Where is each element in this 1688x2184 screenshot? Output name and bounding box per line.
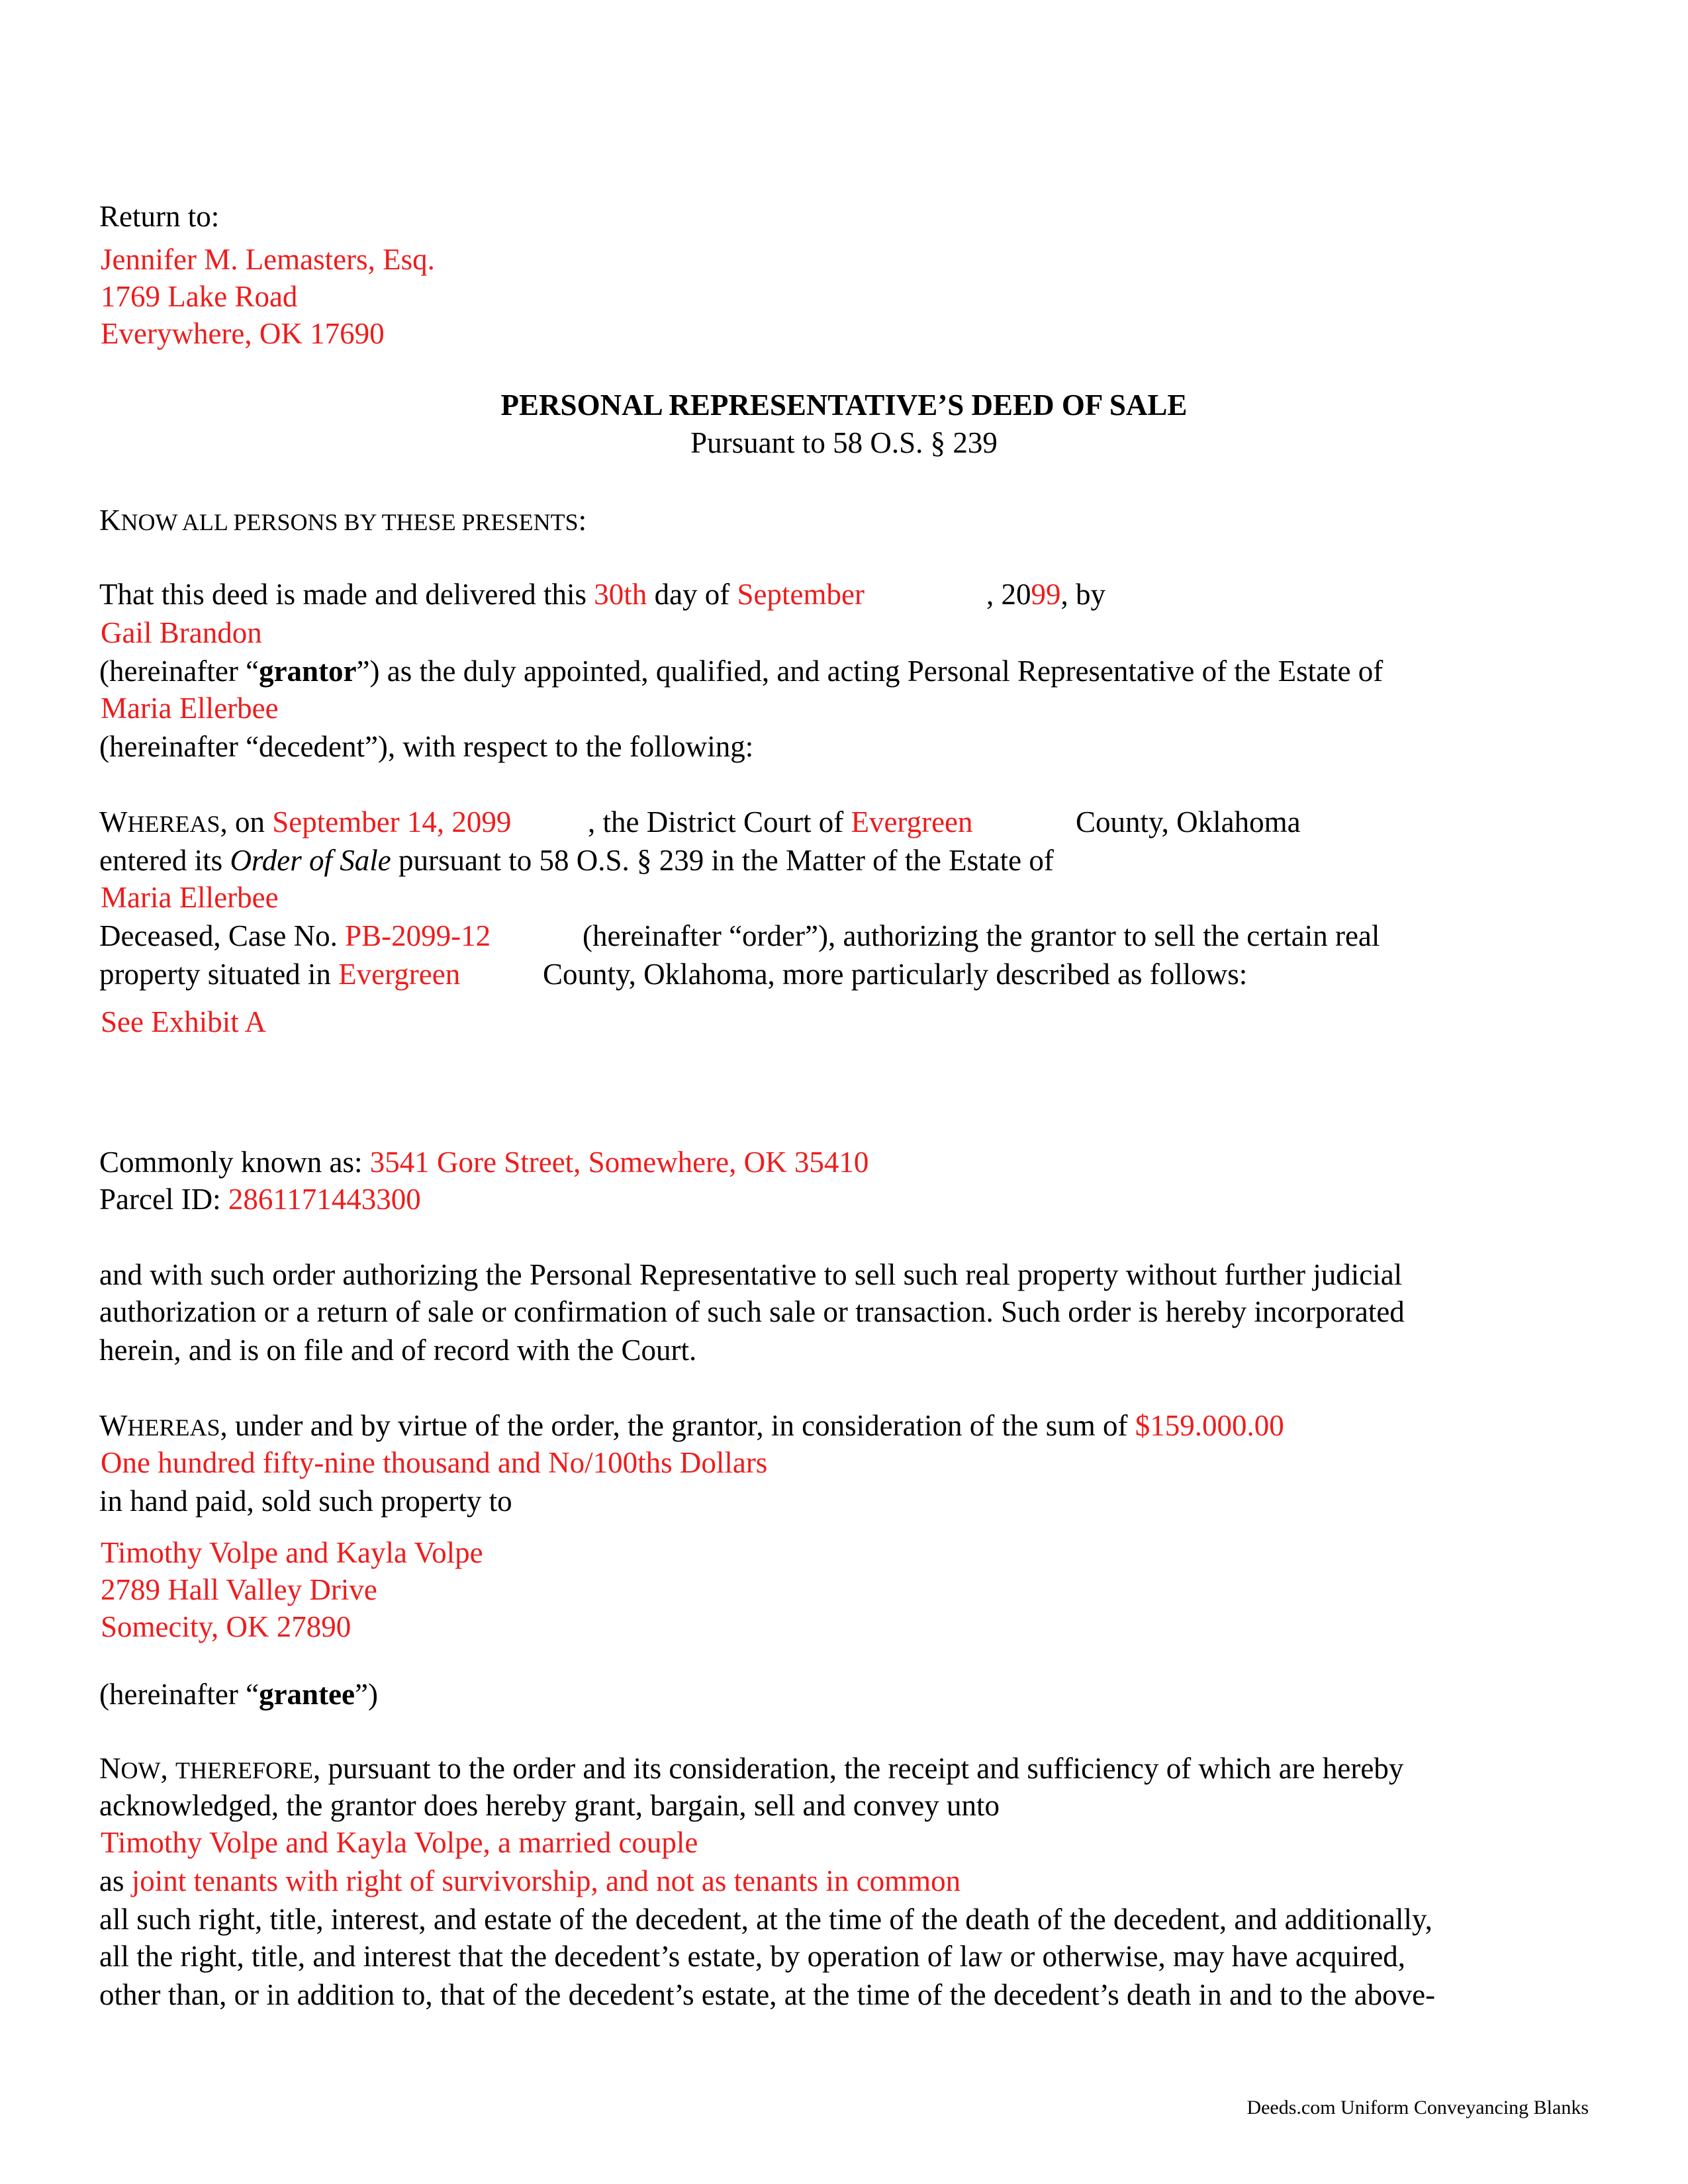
whereas1-text-8: property situated in — [99, 958, 339, 991]
now-therefore-line-2: acknowledged, the grantor does hereby grant, bargain, sell and convey unto — [99, 1789, 1000, 1822]
now-therefore-line-1 — [99, 1752, 1403, 1786]
tenancy-type: joint tenants with right of survivorship, and not as tenants in common — [131, 1864, 961, 1897]
whereas1-text-2: , the District Court of — [588, 805, 851, 839]
now-initial: N — [99, 1752, 121, 1785]
footer-text: Deeds.com Uniform Conveyancing Blanks — [1246, 2097, 1589, 2118]
commonly-known-as — [99, 1146, 868, 1179]
deed-year: 99 — [1031, 578, 1061, 611]
now-therefore-line-5: all such right, title, interest, and estate of the decedent, at the time of the death of the decedent, and additionally, — [99, 1903, 1432, 1936]
grantee-name: Timothy Volpe and Kayla Volpe — [101, 1536, 483, 1569]
property-address: 3541 Gore Street, Somewhere, OK 35410 — [369, 1146, 869, 1179]
whereas1-initial: W — [99, 805, 128, 839]
case-number: PB-2099-12 — [345, 919, 491, 952]
grantee-word: grantee — [259, 1678, 355, 1711]
whereas2-initial: W — [99, 1409, 128, 1442]
return-to-name: Jennifer M. Lemasters, Esq. — [101, 243, 435, 276]
parcel-id — [99, 1183, 421, 1216]
parcel-id-label: Parcel ID: — [99, 1183, 228, 1216]
know-all-rest: NOW ALL PERSONS BY THESE PRESENTS — [120, 509, 579, 535]
intro-text-3: , 20 — [986, 578, 1031, 611]
grantee-text-2: ”) — [355, 1678, 378, 1711]
intro-line-1-year — [986, 578, 1105, 612]
parcel-id-value: 2861171443300 — [228, 1183, 421, 1216]
grantee-address2: Somecity, OK 27890 — [101, 1610, 352, 1643]
order-date: September 14, 2099 — [272, 805, 512, 839]
whereas1-line-4b: (hereinafter “order”), authorizing the grantor to sell the certain real — [583, 919, 1380, 952]
whereas1-text-6: Deceased, Case No. — [99, 919, 346, 952]
grantor-name: Gail Brandon — [101, 616, 262, 649]
decedent-name: Maria Ellerbee — [101, 692, 279, 725]
consideration-words: One hundred fifty-nine thousand and No/100ths Dollars — [101, 1446, 768, 1479]
now-therefore-text-1: , pursuant to the order and its consideration, the receipt and sufficiency of which are hereby — [313, 1752, 1404, 1785]
whereas1-line-4a — [99, 920, 491, 953]
intro-text-5: (hereinafter “ — [99, 655, 259, 688]
return-to-label: Return to: — [99, 200, 220, 233]
tenancy-prefix: as — [99, 1864, 132, 1897]
now-comma: , — [160, 1752, 175, 1785]
document-title: PERSONAL REPRESENTATIVE’S DEED OF SALE — [500, 388, 1188, 422]
grantee-address1: 2789 Hall Valley Drive — [101, 1573, 377, 1606]
whereas2-line-1 — [99, 1410, 1284, 1443]
whereas1-line-1b — [588, 806, 973, 839]
tenancy-line — [99, 1865, 961, 1898]
grantee-text-1: (hereinafter “ — [99, 1678, 259, 1711]
commonly-known-label: Commonly known as: — [99, 1146, 370, 1179]
authorization-line-2: authorization or a return of sale or confirmation of such sale or transaction. Such order is hereby incorporated — [99, 1295, 1405, 1328]
whereas1-text-1: , on — [220, 805, 273, 839]
return-to-address2: Everywhere, OK 17690 — [101, 317, 385, 350]
return-to-address1: 1769 Lake Road — [101, 280, 298, 313]
whereas1-rest: HEREAS — [127, 811, 220, 837]
know-all-initial: K — [99, 504, 121, 537]
grantees-vesting: Timothy Volpe and Kayla Volpe, a married couple — [101, 1826, 698, 1859]
document-subtitle: Pursuant to 58 O.S. § 239 — [690, 426, 998, 459]
estate-decedent-name: Maria Ellerbee — [101, 881, 279, 914]
county-1: Evergreen — [851, 805, 973, 839]
county-2: Evergreen — [338, 958, 461, 991]
intro-line-1 — [99, 578, 865, 612]
legal-description: See Exhibit A — [101, 1005, 266, 1038]
know-all-persons — [99, 504, 586, 537]
order-of-sale: Order of Sale — [230, 844, 391, 877]
deed-month: September — [737, 578, 865, 611]
whereas2-line-3: in hand paid, sold such property to — [99, 1484, 512, 1518]
whereas1-line-5b: County, Oklahoma, more particularly described as follows: — [543, 958, 1248, 991]
consideration-amount: $159.000.00 — [1135, 1409, 1284, 1442]
whereas1-line-1a — [99, 806, 511, 839]
intro-text-1: That this deed is made and delivered this — [99, 578, 594, 611]
now-rest: OW — [120, 1757, 161, 1784]
grantor-word: grantor — [259, 655, 357, 688]
whereas2-rest: HEREAS — [127, 1414, 220, 1441]
intro-line-3 — [99, 655, 1383, 688]
therefore-word: THEREFORE — [175, 1757, 313, 1784]
deed-day: 30th — [594, 578, 647, 611]
whereas1-text-5: pursuant to 58 O.S. § 239 in the Matter of the Estate of — [391, 844, 1054, 877]
intro-text-2: day of — [647, 578, 737, 611]
whereas1-text-4: entered its — [99, 844, 230, 877]
whereas1-line-5a — [99, 958, 460, 991]
whereas2-text-1: , under and by virtue of the order, the grantor, in consideration of the sum of — [220, 1409, 1135, 1442]
now-therefore-line-6: all the right, title, and interest that the decedent’s estate, by operation of law or otherwise, may have acquired, — [99, 1940, 1406, 1973]
know-all-colon: : — [578, 504, 587, 537]
authorization-line-1: and with such order authorizing the Personal Representative to sell such real property without further judicial — [99, 1258, 1403, 1291]
intro-line-5: (hereinafter “decedent”), with respect to the following: — [99, 730, 754, 763]
intro-text-6: ”) as the duly appointed, qualified, and acting Personal Representative of the Estate of — [356, 655, 1383, 688]
now-therefore-line-7: other than, or in addition to, that of the decedent’s estate, at the time of the decedent’s death in and to the above- — [99, 1978, 1436, 2011]
whereas1-line-2 — [99, 844, 1054, 878]
authorization-line-3: herein, and is on file and of record with the Court. — [99, 1334, 697, 1367]
hereinafter-grantee — [99, 1678, 378, 1711]
whereas1-line-1c: County, Oklahoma — [1076, 805, 1301, 839]
intro-text-4: , by — [1060, 578, 1105, 611]
